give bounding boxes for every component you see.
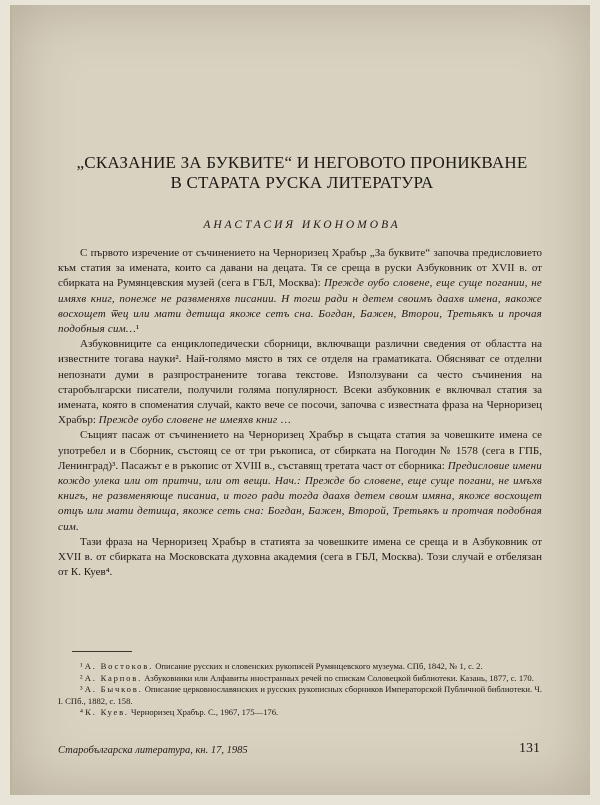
article-title	[52, 153, 552, 193]
paragraph-3	[58, 428, 542, 534]
footnotes	[58, 661, 542, 719]
page-footer	[58, 745, 542, 756]
footnote-ref: ¹	[135, 323, 140, 336]
old-slavonic-quote: Прежде оубо словене, еще суще погании, не имяхв книг, понеже не развменяхв писании. Н тогш ради н детем своимъ даахв имена, яакоже восхощет ѿец или мати детища якоже сетъ сна. Богдан, Бажен, Второи, Третьякъ и прочая подобныя сим…	[58, 277, 542, 336]
title-line-2: В СТАРАТА РУСКА ЛИТЕРАТУРА	[170, 173, 434, 192]
paragraph-text: Азбуковниците са енциклопедически сборници, включващи различни сведения от областта на известните тогава науки². Най-голямо място в тях се отделя на граматиката. Обясняват се отделни непознати думи в разпространените тогава текстове. Използувани са често съчинения на старобългарски писатели, получили голяма популярност. Всеки азбуковник е включвал статия за имената, която в споменатия случай, както вече се посочи, започва с известната фраза на Черноризец Храбър:	[58, 338, 542, 427]
author-name: АНАСТАСИЯ ИКОНОМОВА	[203, 219, 401, 231]
document-page	[10, 5, 590, 795]
footnote-number: ³	[80, 684, 83, 695]
title-line-1: „СКАЗАНИЕ ЗА БУКВИТЕ“ И НЕГОВОТО ПРОНИКВАНЕ	[76, 153, 528, 172]
footnote-text: Азбуковники или Алфавиты иностранных речей по спискам Соловецкой библиотеки. Казань, 1877, с. 170.	[142, 672, 534, 683]
footnote-author: А. Бычков.	[84, 684, 143, 695]
footnote-1	[58, 661, 542, 673]
paragraph-4	[58, 535, 542, 581]
footnote-number: ²	[80, 672, 83, 683]
footnote-text: Описание церковнославянских и русских рукописных сборников Императорской Публичной библиотеки. Ч. I. СПб., 1882, с. 158.	[58, 684, 542, 706]
journal-citation: Старобългарска литература, кн. 17, 1985	[58, 745, 248, 756]
old-slavonic-quote: Прежде оубо словене не имеяхв книг	[98, 414, 278, 427]
footnote-4	[58, 707, 542, 719]
footnote-text: Описание русских и словенских рукописей Румянцевского музеума. СПб, 1842, № 1, с. 2.	[153, 661, 483, 671]
footnote-number: ⁴	[80, 707, 83, 718]
paragraph-1	[58, 246, 542, 337]
footnote-3	[58, 684, 542, 707]
page-number: 131	[519, 741, 540, 756]
paragraph-2	[58, 337, 542, 428]
paragraph-tail: …	[277, 414, 292, 427]
paragraph-text: Тази фраза на Черноризец Храбър в статията за човешките имена се среща и в Азбуковник от XVII в. от сбирката на Московската духовна академия (сега в ГБЛ, Москва). Този случай е отбелязан от К. Куев⁴.	[58, 535, 542, 579]
footnote-2	[58, 673, 542, 685]
paragraph-text: Същият пасаж от съчинението на Черноризец Храбър в същата статия за човешките имена се употребел и в Сборник, състоящ се от три ръкописа, от сбирката на Погодин № 1578 (сега в ГПБ, Ленинград)³. Пасажът е в ръкопис от XVIII в., съставящ третата част от сборника:	[58, 429, 542, 472]
paragraph-text: С първото изречение от съчинението на Черноризец Храбър „За буквите“ започва предисловието към статия за имената, които са давани на децата. Тя се среща в руски Азбуковник от XVII в. от сбирката на Румянцевския музей (сега в ГБЛ, Москва):	[58, 247, 542, 290]
footnote-author: А. Карпов.	[84, 672, 143, 683]
footnote-author: К. Куев.	[85, 707, 129, 718]
footnote-author: А. Востоков.	[84, 661, 154, 671]
article-body	[58, 246, 542, 580]
footnote-text: Черноризец Храбър. С., 1967, 175—176.	[128, 707, 279, 718]
footnote-divider	[72, 651, 132, 652]
old-slavonic-quote: Предисловие имени кождо улека или от притчи, или от вещи. Нач.: Прежде бо словене, еще суще погани, не имъхв книгъ, не развменяюще писаниа, и того ради тогда даахв детем своим имяна, якоже восхощет отцъ или мати детища, якоже сеть сна: Богдан, Бажен, Второй, Третьякъ и протчая подобная сим.	[58, 459, 542, 533]
footnote-number: ¹	[80, 661, 83, 671]
